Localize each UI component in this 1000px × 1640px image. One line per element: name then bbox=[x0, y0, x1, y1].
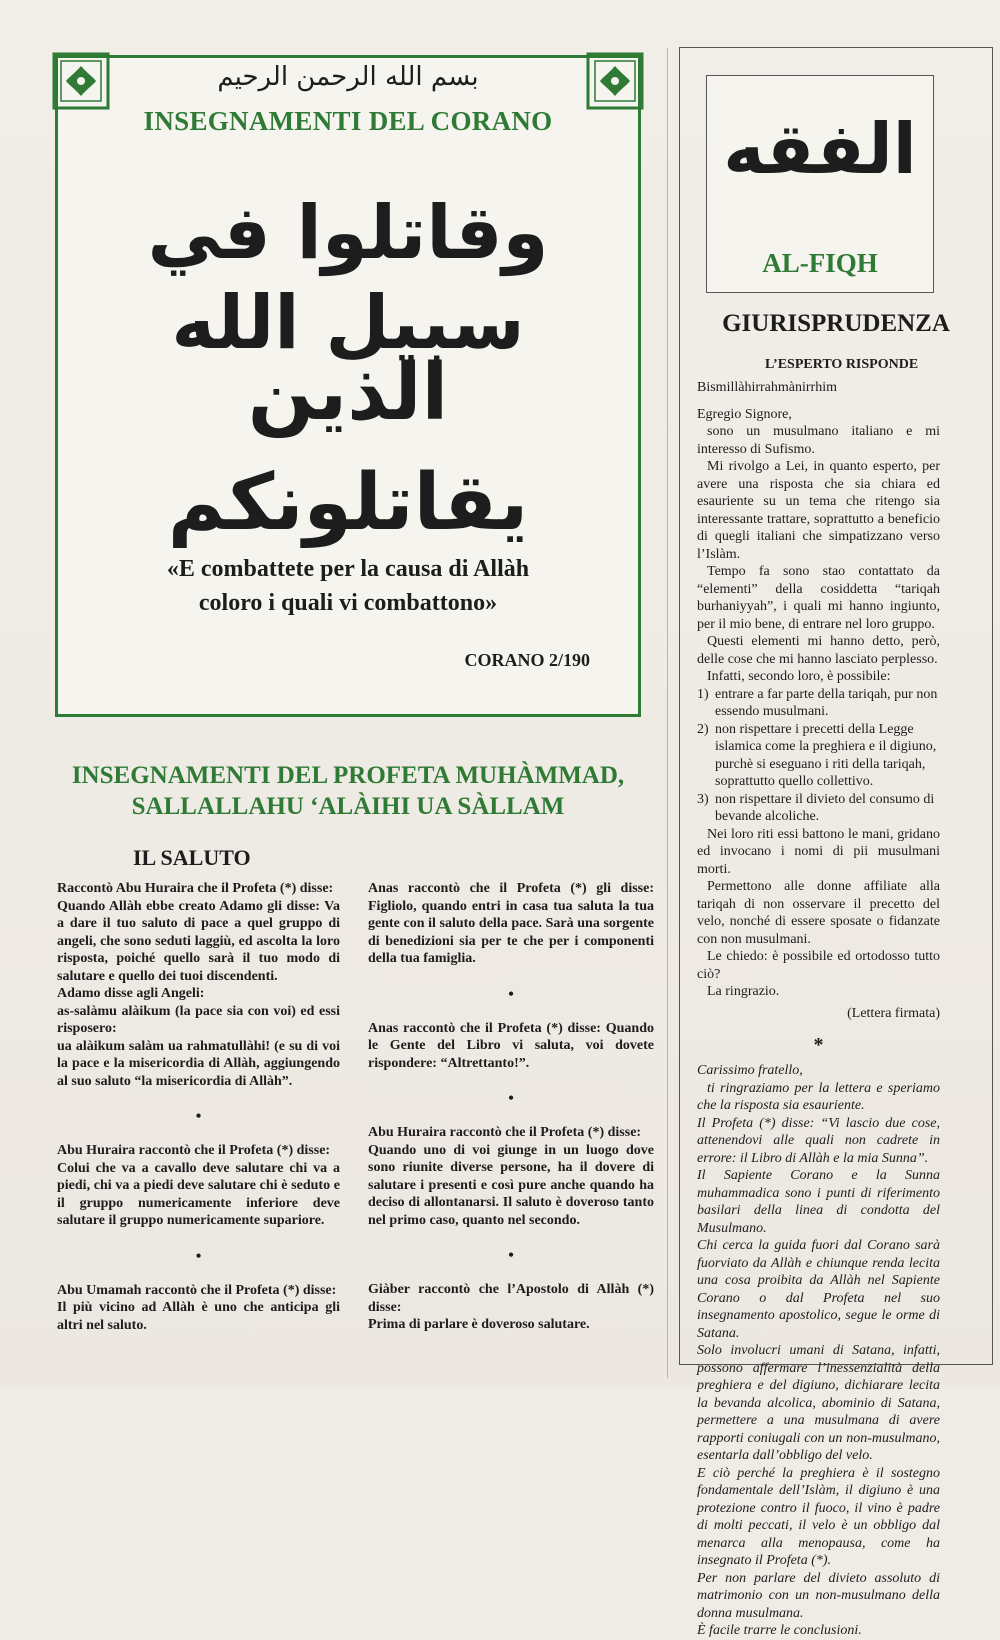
hadith-paragraph: Prima di parlare è doveroso salutare. bbox=[368, 1317, 590, 1332]
letter-paragraph: La ringrazio. bbox=[707, 984, 780, 999]
hadith-paragraph: Giàber raccontò che l’Apostolo di Allàh (*) disse: bbox=[368, 1282, 654, 1315]
fiqh-title: GIURISPRUDENZA bbox=[722, 310, 950, 337]
letter-paragraph: Nei loro riti essi battono le mani, gridano ed invocano i nomi di pii musulmani morti. bbox=[697, 826, 940, 877]
corano-title: INSEGNAMENTI DEL CORANO bbox=[143, 106, 553, 136]
hadith-paragraph: Abu Umamah raccontò che il Profeta (*) disse: bbox=[57, 1282, 337, 1298]
letter-paragraph: Permettono alle donne affiliate alla tariqah di non osservare il precetto del velo, nonché di essere sposate o fidanzate con non musulmani. bbox=[697, 879, 940, 947]
corano-box bbox=[55, 55, 641, 717]
list-item bbox=[697, 686, 940, 721]
bismillah: Bismillàhirrahmànirrhim bbox=[697, 380, 837, 395]
list-text: non rispettare il divieto del consumo di bevande alcoliche. bbox=[715, 791, 935, 824]
letter-paragraph: Mi rivolgo a Lei, in quanto esperto, per avere una risposta che sia chiara ed esauriente su un tema che ritengo sia interessante trattare, soprattutto a beneficio di quegli italiani che simpatizzano verso l’Islàm. bbox=[697, 459, 940, 562]
basmala: بسم الله الرحمن الرحيم bbox=[217, 62, 479, 92]
fiqh-arabic: الفقه bbox=[723, 108, 917, 190]
separator-dot: • bbox=[508, 985, 514, 1003]
letter-signature: (Lettera firmata) bbox=[847, 1005, 940, 1021]
separator-dot: • bbox=[195, 1108, 202, 1125]
list-item bbox=[697, 791, 940, 826]
section-il-saluto: IL SALUTO bbox=[133, 845, 251, 870]
reply-paragraph: Chi cerca la guida fuori dal Corano sarà fuorviato da Allàh e chiunque renda lecita una cosa proibita da Allàh nel Sapiente Corano o dal Profeta nel suo insegnamento apostolico, segue le orme di Satana. bbox=[697, 1238, 940, 1341]
fiqh-text-column bbox=[697, 379, 940, 1640]
fiqh-box bbox=[706, 75, 934, 293]
column-divider bbox=[667, 48, 668, 1378]
hadith-paragraph: Abu Huraira raccontò che il Profeta (*) disse: bbox=[57, 1143, 331, 1158]
verse-arabic-line1: وقاتلوا في سبيل الله bbox=[147, 190, 549, 366]
reply-paragraph: Solo involucri umani di Satana, infatti, possono affermare l’inessenzialità della preghiera e del digiuno, dichiarare lecita la bevanda alcolica, abominio di Satana, permettere a una musulmana di avere rapporti coniugali con un non-musulmano, esentarla dall’obbligo del velo. bbox=[697, 1343, 940, 1463]
list-text: non rispettare i precetti della Legge islamica come la preghiera e il digiuno, purchè si eseguano i riti della tariqah, soprattutto quello collettivo. bbox=[715, 721, 937, 789]
profeta-right-column bbox=[368, 880, 654, 1334]
hadith-paragraph: Raccontò Abu Huraira che il Profeta (*) disse: bbox=[57, 881, 334, 896]
list-item bbox=[697, 721, 940, 791]
hadith-paragraph: Adamo disse agli Angeli: bbox=[57, 986, 205, 1001]
list-number: 3) bbox=[697, 791, 709, 807]
reply-paragraph: E ciò perché la preghiera è il sostegno fondamentale dell’Islàm, il digiuno è una protezione contro il fuoco, il vino è padre di molti peccati, il velo è un obbligo dal menarca alla menopausa, come ha insegnato il Profeta (*). bbox=[697, 1465, 940, 1568]
list-text: entrare a far parte della tariqah, pur non essendo musulmani. bbox=[715, 686, 938, 719]
quote-reference: CORANO 2/190 bbox=[464, 650, 590, 670]
letter-paragraph: sono un musulmano italiano e mi interesso di Sufismo. bbox=[697, 424, 940, 457]
reply-paragraph: È facile trarre le conclusioni. bbox=[697, 1623, 862, 1638]
quote-line2: coloro i quali vi combattono» bbox=[198, 590, 498, 616]
fiqh-label: AL-FIQH bbox=[762, 248, 878, 278]
hadith-paragraph: Anas raccontò che il Profeta (*) disse: Quando le Gente del Libro vi saluta, voi dovete rispondere: “Altrettanto!”. bbox=[368, 1020, 654, 1071]
letter-paragraph: Tempo fa sono stao contattato da “elementi” della cosiddetta “tariqah burhaniyyah”, i quali mi hanno ingiunto, per il mio bene, di entrare nel loro gruppo. bbox=[697, 564, 940, 632]
hadith-paragraph: Anas raccontò che il Profeta (*) gli disse: Figliolo, quando entri in casa tua saluta la tua gente con il saluto della pace. Sarà una sorgente di benedizioni sia per te che per i componenti della tua famiglia. bbox=[368, 881, 654, 966]
letter-paragraph: Questi elementi mi hanno detto, però, delle cose che mi hanno lasciato perplesso. bbox=[697, 634, 940, 667]
letter-paragraph: Le chiedo: è possibile ed ortodosso tutto ciò? bbox=[697, 949, 940, 982]
fiqh-subtitle: L’ESPERTO RISPONDE bbox=[765, 357, 919, 372]
profeta-title-line2: SALLALLAHU ‘ALÀIHI UA SÀLLAM bbox=[131, 793, 565, 820]
quote-line1: «E combattete per la causa di Allàh bbox=[166, 556, 530, 582]
hadith-paragraph: Abu Huraira raccontò che il Profeta (*) disse: bbox=[368, 1125, 642, 1140]
separator-star: * bbox=[813, 1034, 824, 1056]
separator-dot: • bbox=[508, 1247, 514, 1264]
reply-paragraph: Il Sapiente Corano e la Sunna muhammadica sono i punti di riferimento basilari della linea di condotta del Musulmano. bbox=[697, 1168, 940, 1236]
hadith-paragraph: Quando Allàh ebbe creato Adamo gli disse: Va a dare il tuo saluto di pace a quel gruppo di angeli, che sono seduti laggiù, ed ascolta la loro risposta, poiché quello sarà il tuo modo di salutare e quello dei tuoi discendenti. bbox=[57, 898, 340, 984]
verse-arabic-line2: الذين يقاتلونكم bbox=[167, 348, 529, 548]
reply-paragraph: Il Profeta (*) disse: “Vi lascio due cose, attenendovi alle quali non cadrete in errore: il Libro di Allàh e la mia Sunna”. bbox=[697, 1115, 940, 1166]
letter-paragraph: Infatti, secondo loro, è possibile: bbox=[707, 669, 891, 684]
reply-paragraph: Carissimo fratello, bbox=[697, 1063, 803, 1078]
list-number: 1) bbox=[697, 686, 709, 702]
hadith-paragraph: Quando uno di voi giunge in un luogo dove sono riunite diverse persone, ha il dovere di salutare i presenti e così pure anche quando ha deciso di allontanarsi. Il saluto è doveroso tanto nel primo caso, quanto nel secondo. bbox=[368, 1142, 654, 1228]
separator-dot: • bbox=[508, 1090, 514, 1107]
reply-paragraph: ti ringraziamo per la lettera e speriamo che la risposta sia esauriente. bbox=[697, 1080, 940, 1113]
separator-dot: • bbox=[195, 1247, 202, 1265]
hadith-paragraph: Il più vicino ad Allàh è uno che anticipa gli altri nel saluto. bbox=[57, 1300, 340, 1333]
hadith-paragraph: Colui che va a cavallo deve salutare chi va a piedi, chi va a piedi deve salutare chi è seduto e il gruppo numericamente inferiore deve salutare il gruppo numericamente supariore. bbox=[57, 1160, 340, 1228]
list-number: 2) bbox=[697, 721, 709, 737]
profeta-title-line1: INSEGNAMENTI DEL PROFETA MUHÀMMAD, bbox=[71, 762, 625, 789]
hadith-paragraph: as-salàmu alàikum (la pace sia con voi) ed essi risposero: bbox=[57, 1003, 340, 1036]
profeta-left-column bbox=[57, 880, 340, 1334]
salutation: Egregio Signore, bbox=[697, 406, 792, 422]
hadith-paragraph: ua alàikum salàm ua rahmatullàhi! (e su di voi la pace e la misericordia di Allàh, aggiungendo al suo saluto “la misericordia di Allàh”. bbox=[57, 1038, 340, 1089]
reply-paragraph: Per non parlare del divieto assoluto di matrimonio con un non-musulmano della donna musulmana. bbox=[697, 1570, 940, 1621]
